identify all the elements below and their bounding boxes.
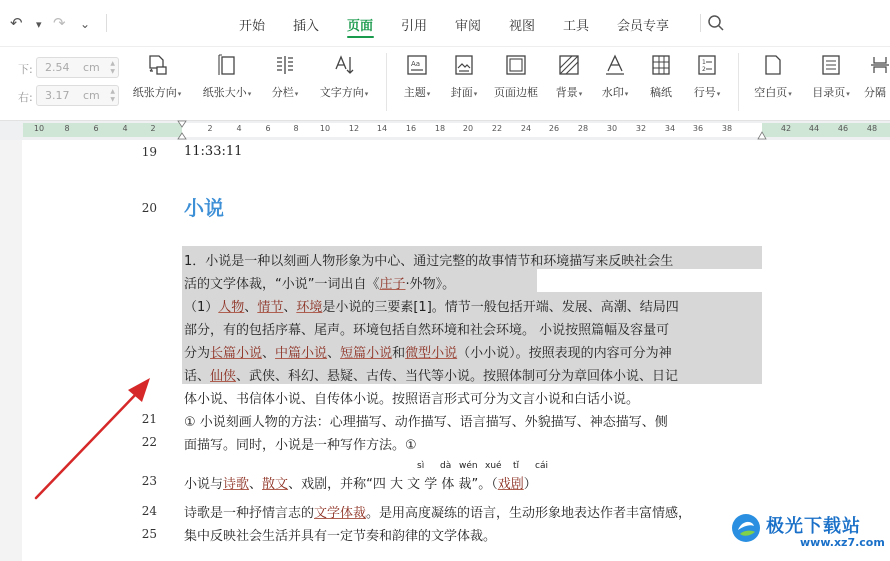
tab-page[interactable]: 页面 [347,19,374,34]
divider [700,14,701,32]
active-tab-indicator [347,36,374,38]
undo-dropdown-icon[interactable]: ▾ [36,18,42,31]
paper-size-icon [215,53,239,77]
line-number: 21 [141,412,157,426]
ruler-tick: 2 [207,124,213,133]
hyperlink[interactable]: 散文 [262,477,289,492]
ruler-tick: 44 [808,124,820,133]
text-line: 诗歌是一种抒情言志的文学体裁。是用高度凝练的语言，生动形象地表达作者丰富情感， [184,506,692,521]
columns-icon [273,53,297,77]
ruler-tick: 4 [122,124,128,133]
line-numbers-button[interactable]: 1 2 行号▾ [686,53,728,111]
watermark-name: 极光下载站 [766,516,861,537]
ruler-tick: 8 [293,124,299,133]
ruler-tick: 38 [721,124,733,133]
pinyin-annotation: sì [417,461,425,471]
svg-text:Aa: Aa [411,60,421,68]
ribbon-toolbar [0,46,890,120]
ruler-left-margin [23,123,182,137]
toc-page-icon [819,53,843,77]
line-number: 22 [141,435,157,449]
pinyin-annotation: cái [535,461,548,471]
line-numbers-icon [695,53,719,77]
margin-right-input[interactable]: 3.17 cm ▲ ▼ [36,85,119,106]
line-number: 23 [141,474,157,488]
svg-text:2: 2 [702,66,706,73]
ruler-tick: 16 [405,124,417,133]
hyperlink[interactable]: 长篇小说 [210,346,263,361]
ruler-tick: 10 [319,124,331,133]
hyperlink[interactable]: 文学体裁 [314,506,367,521]
hyperlink[interactable]: 仙侠 [210,369,237,384]
right-indent-marker-icon[interactable] [757,130,767,140]
ruler-tick: 30 [606,124,618,133]
ruler-tick: 34 [664,124,676,133]
ruler-tick: 8 [64,124,70,133]
decrement-icon[interactable]: ▼ [110,68,115,75]
manuscript-paper-button[interactable]: 稿纸 [644,53,678,111]
undo-icon[interactable]: ↶ [10,14,23,32]
blank-page-icon [761,53,785,77]
paragraph-line: （1）人物、情节、环境是小说的三要素[1]。情节一般包括开端、发展、高潮、结局四 [184,300,679,315]
ruler-tick: 20 [462,124,474,133]
cover-button[interactable]: 封面▾ [444,53,484,111]
ruler-tick: 12 [348,124,360,133]
pinyin-annotation: xué [485,461,502,471]
tab-tools[interactable]: 工具 [563,19,590,34]
annotation-arrow-icon [30,370,160,505]
chevron-down-icon[interactable]: ⌄ [80,17,91,31]
hyperlink[interactable]: 短篇小说 [340,346,393,361]
paper-orientation-icon [145,53,169,77]
paragraph-line: 分为长篇小说、中篇小说、短篇小说和微型小说（小小说）。按照表现的内容可分为神 [184,346,672,361]
tab-review[interactable]: 审阅 [455,19,482,34]
theme-button[interactable]: Aa 主题▾ [398,53,436,111]
pinyin-annotation: dà [440,461,452,471]
hyperlink[interactable]: 庄子 [379,277,406,292]
toc-page-button[interactable]: 目录页▾ [806,53,856,111]
hyperlink[interactable]: 戏剧 [497,477,524,492]
paragraph-line: 话、仙侠、武侠、科幻、悬疑、古传、当代等小说。按照体制可分为章回体小说、日记 [184,369,679,384]
divider [386,53,387,111]
watermark-logo-icon [730,512,762,544]
paragraph-line: 1．小说是一种以刻画人物形象为中心、通过完整的故事情节和环境描写来反映社会生 [184,254,674,269]
theme-icon [405,53,429,77]
pinyin-annotation: tǐ [513,461,520,471]
menu-bar [0,0,890,46]
ruler-tick: 46 [837,124,849,133]
ruler-tick: 2 [150,124,156,133]
line-number: 25 [141,527,157,541]
paper-size-button[interactable]: 纸张大小▾ [198,53,256,111]
line-number: 20 [141,201,157,215]
hyperlink[interactable]: 人物 [218,300,245,315]
tab-member[interactable]: 会员专享 [617,19,670,34]
hyperlink[interactable]: 情节 [257,300,284,315]
search-icon[interactable] [707,14,725,32]
hyperlink[interactable]: 微型小说 [405,346,458,361]
columns-button[interactable]: 分栏▾ [267,53,303,111]
ruler-tick: 36 [692,124,704,133]
ruler-tick: 6 [93,124,99,133]
watermark-icon [603,53,627,77]
hyperlink[interactable]: 环境 [296,300,323,315]
margin-bottom-input[interactable]: 2.54 cm ▲ ▼ [36,57,119,78]
paragraph-line: 体小说、书信体小说、自传体小说。按照语言形式可分为文言小说和白话小说。 [184,392,640,407]
paper-orientation-button[interactable]: 纸张方向▾ [128,53,186,111]
increment-icon[interactable]: ▲ [110,60,115,67]
hyperlink[interactable]: 中篇小说 [275,346,328,361]
section-heading: 小说 [184,196,224,220]
ruler-tick: 26 [548,124,560,133]
separator-button[interactable]: 分隔 [864,53,890,111]
tab-view[interactable]: 视图 [509,19,536,34]
margin-bottom-label: 下: [18,63,33,76]
ruler-tick: 28 [577,124,589,133]
ruler-tick: 32 [635,124,647,133]
ruler-tick: 6 [265,124,271,133]
watermark-button[interactable]: 水印▾ [596,53,634,111]
text-line: 面描写。同时，小说是一种写作方法。① [184,438,417,453]
text-direction-icon [332,53,356,77]
page-break-icon [868,53,890,77]
redo-icon[interactable]: ↷ [53,14,66,32]
divider [106,14,107,32]
text-line: 小说与诗歌、散文、戏剧，并称“四 大 文 学 体 裁”。（戏剧） [184,477,537,492]
line-number: 19 [141,145,157,159]
text-line: ① 小说刻画人物的方法：心理描写、动作描写、语言描写、外貌描写、神态描写、侧 [184,415,668,430]
svg-text:1: 1 [702,59,706,66]
blank-page-button[interactable]: 空白页▾ [748,53,798,111]
ruler-tick: 14 [376,124,388,133]
text-line: 11:33:11 [184,144,243,159]
text-line: 集中反映社会生活并具有一定节奏和韵律的文学体裁。 [184,529,497,544]
ruler-tick: 18 [434,124,446,133]
ruler-tick: 42 [780,124,792,133]
ruler-tick: 48 [866,124,878,133]
site-watermark [728,508,888,558]
ruler-tick: 10 [33,124,45,133]
background-icon [557,53,581,77]
ruler-tick: 4 [236,124,242,133]
page-border-button[interactable]: 页面边框 [490,53,542,111]
paragraph-line: 部分，有的包括序幕、尾声。环境包括自然环境和社会环境。 小说按照篇幅及容量可 [184,323,670,338]
paragraph-line: 活的文学体裁，“小说”一词出自《庄子·外物》。 [184,277,456,292]
divider [738,53,739,111]
ruler-tick: 22 [491,124,503,133]
manuscript-paper-icon [649,53,673,77]
text-direction-button[interactable]: 文字方向▾ [313,53,375,111]
watermark-url: www.xz7.com [800,536,885,549]
hyperlink[interactable]: 诗歌 [223,477,250,492]
background-button[interactable]: 背景▾ [550,53,588,111]
cover-icon [452,53,476,77]
pinyin-annotation: wén [459,461,478,471]
tab-insert[interactable]: 插入 [293,19,320,34]
line-number: 24 [141,504,157,518]
indent-marker-icon[interactable] [177,120,187,140]
margin-right-label: 右: [18,91,33,104]
page-border-icon [504,53,528,77]
tab-references[interactable]: 引用 [401,19,428,34]
increment-icon[interactable]: ▲ [110,88,115,95]
tab-home[interactable]: 开始 [239,19,266,34]
ruler-tick: 24 [520,124,532,133]
decrement-icon[interactable]: ▼ [110,96,115,103]
